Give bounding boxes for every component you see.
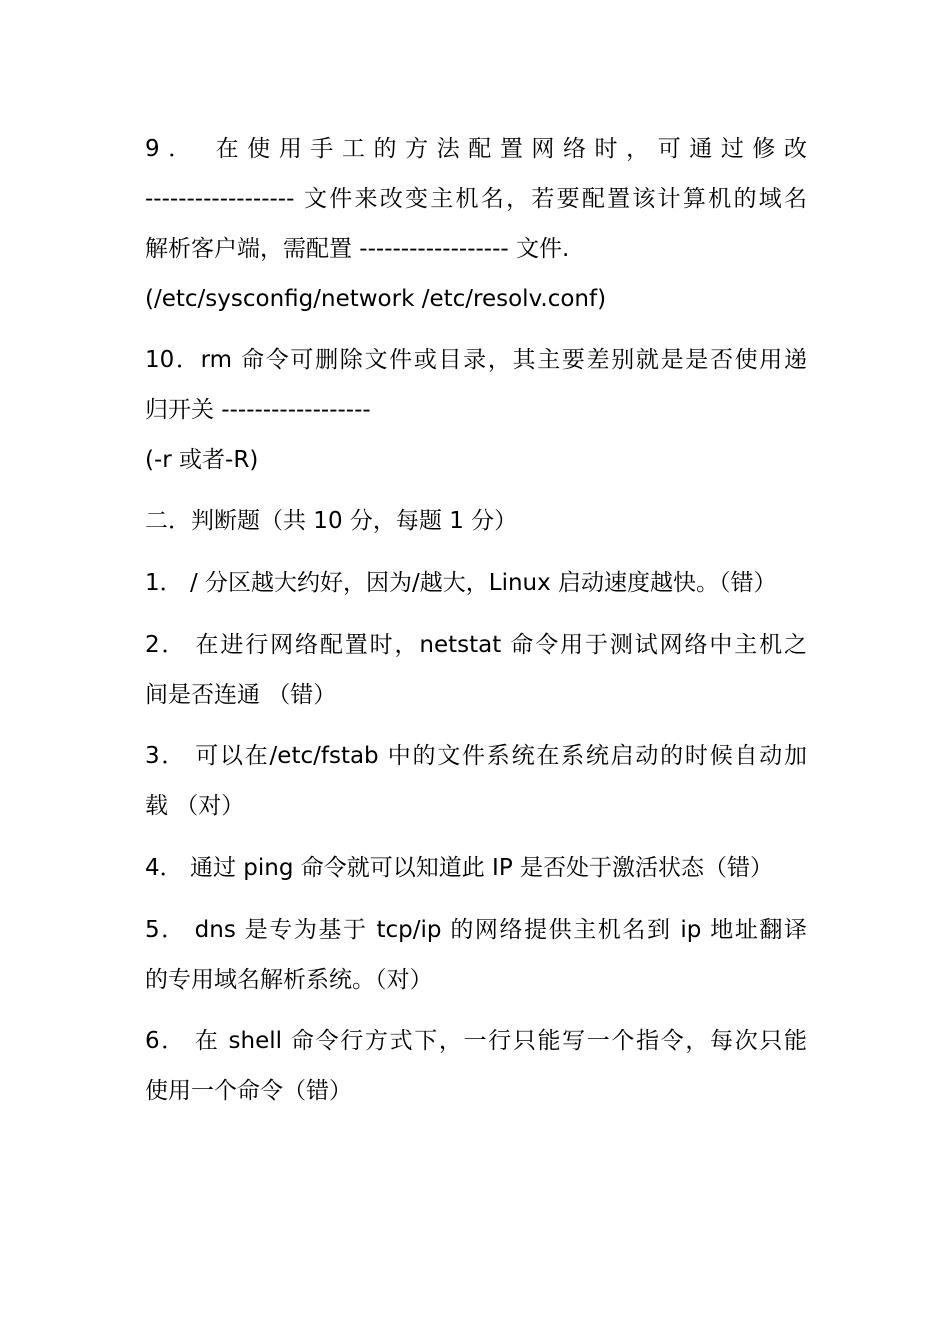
q9-answer: (/etc/sysconfig/network /etc/resolv.conf) bbox=[145, 286, 607, 312]
q10-line-2: 归开关 ------------------ bbox=[145, 397, 371, 423]
tf-item-6-line-1: 6． 在 shell 命令行方式下，一行只能写一个指令，每次只能 bbox=[145, 1028, 807, 1054]
q9-line-2: ------------------ 文件来改变主机名，若要配置该计算机的域名 bbox=[145, 186, 807, 212]
q9-line-1: 9． 在使用手工的方法配置网络时，可通过修改 bbox=[145, 136, 807, 162]
tf-item-5-line-2: 的专用域名解析系统。（对） bbox=[145, 967, 433, 993]
tf-item-3-line-2: 载 （对） bbox=[145, 793, 245, 819]
q10-line-1: 10．rm 命令可删除文件或目录，其主要差别就是是否使用递 bbox=[145, 347, 807, 373]
tf-item-6-line-2: 使用一个命令（错） bbox=[145, 1078, 352, 1104]
tf-item-1: 1． / 分区越大约好，因为/越大，Linux 启动速度越快。（错） bbox=[145, 570, 777, 596]
tf-item-4: 4． 通过 ping 命令就可以知道此 IP 是否处于激活状态（错） bbox=[145, 855, 774, 881]
tf-item-5-line-1: 5． dns 是专为基于 tcp/ip 的网络提供主机名到 ip 地址翻译 bbox=[145, 917, 807, 943]
tf-item-3-line-1: 3． 可以在/etc/fstab 中的文件系统在系统启动的时候自动加 bbox=[145, 743, 807, 769]
tf-item-2-line-1: 2． 在进行网络配置时，netstat 命令用于测试网络中主机之 bbox=[145, 632, 807, 658]
q10-answer: (-r 或者-R) bbox=[145, 447, 259, 473]
q9-line-3: 解析客户端，需配置 ------------------ 文件. bbox=[145, 236, 570, 262]
section-heading: 二．判断题（共 10 分，每题 1 分） bbox=[145, 508, 518, 534]
tf-item-2-line-2: 间是否连通 （错） bbox=[145, 682, 337, 708]
